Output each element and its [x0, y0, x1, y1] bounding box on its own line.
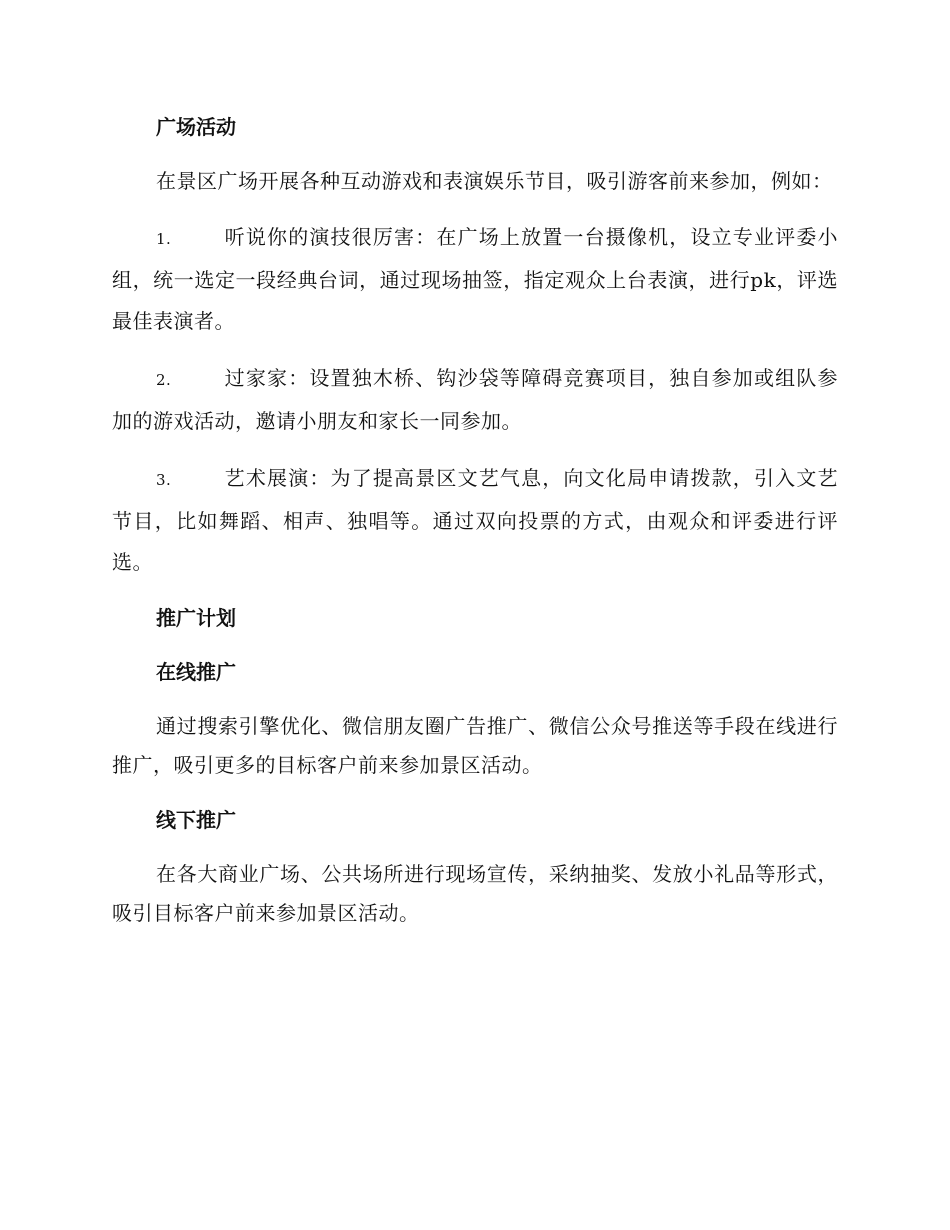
- section-heading-promotion: 推广计划: [156, 606, 236, 630]
- list-item-text: 听说你的演技很厉害：在广场上放置一台摄像机，设立专业评委小组，统一选定一段经典台词，通过现场抽签，指定观众上台表演，进行pk，评选最佳表演者。: [112, 225, 838, 333]
- list-item-number: 1.: [156, 230, 172, 248]
- online-paragraph: 通过搜索引擎优化、微信朋友圈广告推广、微信公众号推送等手段在线进行推广，吸引更多的目标客户前来参加景区活动。: [112, 714, 838, 777]
- list-item-text: 过家家：设置独木桥、钩沙袋等障碍竞赛项目，独自参加或组队参加的游戏活动，邀请小朋友和家长一同参加。: [112, 366, 838, 433]
- plaza-intro-paragraph: 在景区广场开展各种互动游戏和表演娱乐节目，吸引游客前来参加，例如：: [156, 169, 833, 193]
- list-item: [112, 458, 838, 583]
- section-heading-plaza: 广场活动: [156, 115, 236, 139]
- list-item: [112, 358, 838, 442]
- subheading-online: 在线推广: [156, 660, 236, 684]
- subheading-offline: 线下推广: [156, 808, 236, 832]
- list-item: [112, 217, 838, 342]
- list-item-text: 艺术展演：为了提高景区文艺气息，向文化局申请拨款，引入文艺节目，比如舞蹈、相声、独唱等。通过双向投票的方式，由观众和评委进行评选。: [112, 466, 838, 574]
- list-item-number: 3.: [156, 471, 172, 489]
- offline-paragraph: 在各大商业广场、公共场所进行现场宣传，采纳抽奖、发放小礼品等形式，吸引目标客户前来参加景区活动。: [112, 862, 838, 925]
- list-item-number: 2.: [156, 371, 172, 389]
